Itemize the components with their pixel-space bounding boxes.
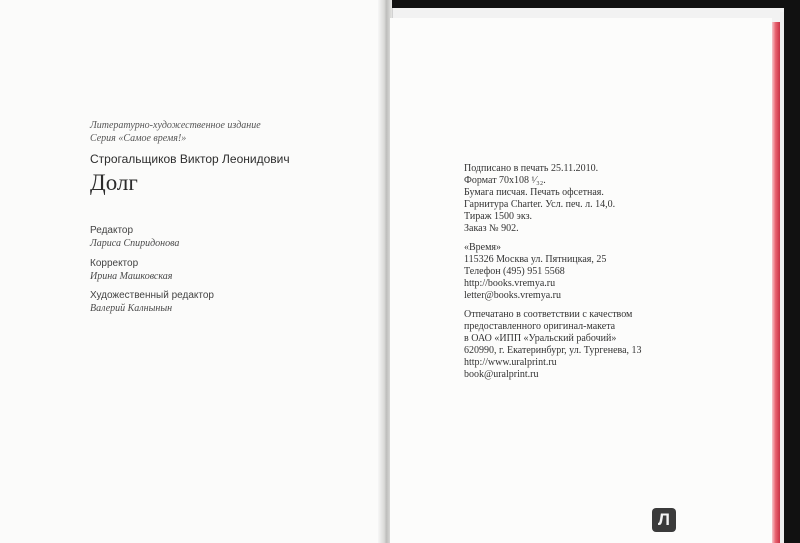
right-page — [390, 18, 772, 543]
credit-role-editor: Редактор — [90, 225, 134, 236]
author-name: Строгальщиков Виктор Леонидович — [90, 152, 290, 166]
credit-name-art-editor: Валерий Калнынын — [90, 303, 173, 314]
left-page — [0, 0, 383, 543]
publisher-line: «Время» — [464, 242, 502, 253]
credit-role-art-editor: Художественный редактор — [90, 290, 214, 301]
print-info-line: Заказ № 902. — [464, 223, 519, 234]
print-info-line: Бумага писчая. Печать офсетная. — [464, 187, 604, 198]
credit-name-proofreader: Ирина Машковская — [90, 271, 173, 282]
printer-line: предоставленного оригинал-макета — [464, 321, 616, 332]
page-edge — [780, 12, 784, 543]
watermark-logo: Л — [652, 508, 676, 532]
cover-edge-pink — [772, 22, 780, 543]
print-info-line: Тираж 1500 экз. — [464, 211, 533, 222]
book-title: Долг — [90, 170, 138, 195]
printer-line: http://www.uralprint.ru — [464, 357, 557, 368]
edition-type: Литературно-художественное издание — [90, 120, 261, 131]
printer-line: Отпечатано в соответствии с качеством — [464, 309, 633, 320]
publisher-line: Телефон (495) 951 5568 — [464, 266, 565, 277]
publisher-line: http://books.vremya.ru — [464, 278, 556, 289]
publisher-line: letter@books.vremya.ru — [464, 290, 561, 301]
publisher-line: 115326 Москва ул. Пятницкая, 25 — [464, 254, 607, 265]
printer-line: 620990, г. Екатеринбург, ул. Тургенева, 13 — [464, 345, 642, 356]
printer-line: в ОАО «ИПП «Уральский рабочий» — [464, 333, 617, 344]
credit-name-editor: Лариса Спиридонова — [90, 238, 180, 249]
series-name: Серия «Самое время!» — [90, 133, 187, 144]
print-info-line: Подписано в печать 25.11.2010. — [464, 163, 599, 174]
printer-line: book@uralprint.ru — [464, 369, 539, 380]
credit-role-proofreader: Корректор — [90, 258, 139, 269]
print-info-line: Формат 70x108 ¹⁄₃₂. — [464, 175, 546, 186]
print-info-line: Гарнитура Charter. Усл. печ. л. 14,0. — [464, 199, 616, 210]
